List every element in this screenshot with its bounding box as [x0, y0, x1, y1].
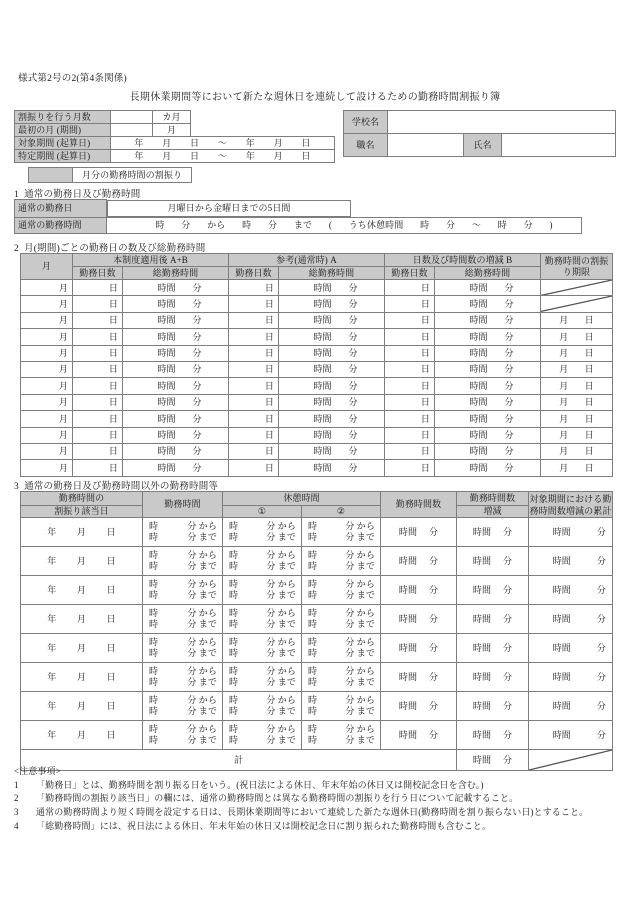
position-label: 職名 — [344, 134, 388, 157]
cell-work-hours[interactable]: 時間 分 — [381, 605, 457, 634]
date-token-month: 月 — [162, 150, 172, 161]
date-token-year-end: 年 — [245, 137, 255, 148]
cell-break-1[interactable]: 時 分 から 時 分 まで — [223, 518, 302, 547]
table-row — [21, 378, 613, 394]
sub-total-hours-b: 総勤務時間 — [279, 267, 385, 280]
date-token-day-end: 日 — [301, 150, 311, 161]
date-token-month: 月 — [162, 137, 172, 148]
cell-break-2[interactable]: 時 分 から 時 分 まで — [302, 721, 381, 750]
table-row — [21, 663, 613, 692]
cell-workdays[interactable]: 日 — [73, 443, 123, 459]
cell-deadline-blank — [541, 296, 613, 312]
cell-total-hours[interactable]: 時間 分 — [123, 411, 229, 427]
cell-cumulative[interactable]: 時間 分 — [529, 721, 613, 750]
note-text: 「総勤務時間」には、祝日法による休日、年末年始の休日又は開校記念日に割り振られた勤務時間も含むこと。 — [36, 820, 492, 831]
cell-work-hours[interactable]: 時間 分 — [381, 692, 457, 721]
cell-worktime[interactable]: 時 分 から 時 分 まで — [143, 547, 223, 576]
table-row — [21, 576, 613, 605]
cell-worktime[interactable]: 時 分 から 時 分 まで — [143, 576, 223, 605]
cell-break-1[interactable]: 時 分 から 時 分 まで — [223, 634, 302, 663]
cell-total-hours[interactable]: 時間 分 — [279, 280, 385, 296]
table-row — [21, 296, 613, 312]
token-from: から — [207, 219, 226, 230]
cell-work-hours[interactable]: 時間 分 — [381, 547, 457, 576]
cell-workdays[interactable]: 日 — [229, 345, 279, 361]
normal-worktime-value[interactable] — [107, 217, 582, 233]
section2-title: 月(期間)ごとの勤務日の数及び総勤務時間 — [24, 244, 206, 254]
cell-workdays[interactable]: 日 — [73, 411, 123, 427]
cell-workdays[interactable]: 日 — [385, 460, 435, 476]
cell-deadline[interactable]: 月 日 — [541, 443, 613, 459]
date-token-month-end: 月 — [273, 137, 283, 148]
total-delta[interactable]: 時間 分 — [457, 750, 529, 771]
target-period-input[interactable] — [111, 137, 335, 150]
table-row — [21, 605, 613, 634]
section3-body — [21, 518, 613, 771]
month-allocation-label: 月分の勤務時間の割振り — [73, 168, 192, 183]
cell-total-hours[interactable]: 時間 分 — [279, 378, 385, 394]
cell-total-hours[interactable]: 時間 分 — [435, 345, 541, 361]
token-tilde: 〜 — [471, 219, 481, 230]
cell-total-hours[interactable]: 時間 分 — [435, 394, 541, 410]
cell-break-1[interactable]: 時 分 から 時 分 まで — [223, 663, 302, 692]
cell-total-hours[interactable]: 時間 分 — [435, 312, 541, 328]
date-token-day-end: 日 — [301, 137, 311, 148]
table-row — [15, 200, 582, 218]
cell-total-hours[interactable]: 時間 分 — [435, 296, 541, 312]
table-row — [21, 361, 613, 377]
cell-deadline[interactable]: 月 日 — [541, 460, 613, 476]
cell-total-hours[interactable]: 時間 分 — [123, 280, 229, 296]
col-allocation-date — [21, 492, 143, 506]
cell-break-2[interactable]: 時 分 から 時 分 まで — [302, 692, 381, 721]
cell-allocation-date[interactable]: 年 月 日 — [21, 634, 143, 663]
section2-heading — [14, 240, 205, 254]
token-break-label: うち休憩時間 — [348, 219, 404, 230]
cell-deadline[interactable]: 月 日 — [541, 361, 613, 377]
cell-delta[interactable]: 時間 分 — [457, 605, 529, 634]
cell-break-1[interactable]: 時 分 から 時 分 まで — [223, 547, 302, 576]
cell-break-2[interactable]: 時 分 から 時 分 まで — [302, 605, 381, 634]
token-break-hour2: 時 — [497, 219, 507, 230]
cell-worktime[interactable]: 時 分 から 時 分 まで — [143, 692, 223, 721]
table-row — [21, 427, 613, 443]
cell-workdays[interactable]: 日 — [73, 280, 123, 296]
note-item — [14, 820, 620, 834]
token-paren-close: ) — [549, 219, 553, 230]
cell-total-hours[interactable]: 時間 分 — [123, 296, 229, 312]
header-right-table — [343, 110, 616, 157]
section1-heading — [14, 186, 141, 200]
total-label: 計 — [21, 750, 457, 771]
token-paren-open: ( — [328, 219, 332, 230]
cell-workdays[interactable]: 日 — [73, 329, 123, 345]
cell-allocation-date[interactable]: 年 月 日 — [21, 547, 143, 576]
person-name-label: 氏名 — [464, 134, 502, 157]
cell-workdays[interactable]: 日 — [385, 361, 435, 377]
months-count-input[interactable] — [111, 111, 153, 124]
spacer — [191, 111, 335, 124]
cell-break-1[interactable]: 時 分 から 時 分 まで — [223, 721, 302, 750]
section3-table — [20, 491, 613, 771]
school-name-label: 学校名 — [344, 111, 388, 134]
document-title: 長期休業期間等において新たな週休日を連続して設けるための勤務時間割振り簿 — [129, 92, 501, 103]
specific-period-label: 特定期間 (起算日) — [15, 150, 111, 163]
cell-total-hours[interactable]: 時間 分 — [435, 411, 541, 427]
cell-workdays[interactable]: 日 — [385, 378, 435, 394]
cell-worktime[interactable]: 時 分 から 時 分 まで — [143, 605, 223, 634]
table-row — [15, 150, 335, 163]
token-break-minute2: 分 — [523, 219, 533, 230]
note-text: 通常の勤務時間より短く時間を設定する日は、長期休業期間等において連続した新たな週休日(勤務時間を割り振らない日)とすること。 — [36, 807, 589, 818]
cell-total-hours[interactable]: 時間 分 — [123, 345, 229, 361]
table-header-row — [21, 254, 613, 267]
col-allocation-date-line1: 勤務時間の — [58, 493, 105, 504]
date-token-year: 年 — [134, 137, 144, 148]
month-allocation-input[interactable] — [29, 168, 73, 183]
normal-worktime-label: 通常の勤務時間 — [15, 217, 107, 233]
date-token-month-end: 月 — [273, 150, 283, 161]
cell-allocation-date[interactable]: 年 月 日 — [21, 605, 143, 634]
section2-table — [20, 253, 613, 477]
cell-month[interactable]: 月 — [21, 460, 73, 476]
cell-total-hours[interactable]: 時間 分 — [435, 378, 541, 394]
note-number: 3 — [14, 807, 19, 818]
cell-worktime[interactable]: 時 分 から 時 分 まで — [143, 663, 223, 692]
notes-heading: <注意事項> — [14, 766, 61, 776]
table-row — [21, 394, 613, 410]
cell-workdays[interactable]: 日 — [229, 443, 279, 459]
table-row — [15, 111, 335, 124]
cell-total-hours[interactable]: 時間 分 — [123, 361, 229, 377]
cell-month[interactable]: 月 — [21, 394, 73, 410]
cell-month[interactable]: 月 — [21, 312, 73, 328]
cell-total-hours[interactable]: 時間 分 — [435, 460, 541, 476]
cell-deadline[interactable]: 月 日 — [541, 378, 613, 394]
cell-workdays[interactable]: 日 — [73, 394, 123, 410]
notes-list — [14, 779, 620, 834]
cell-total-hours[interactable]: 時間 分 — [123, 427, 229, 443]
position-input[interactable] — [388, 134, 464, 157]
date-token-day: 日 — [190, 150, 200, 161]
col-break-2: ② — [302, 506, 381, 518]
note-text: 「勤務時間の割振り該当日」の欄には、通常の勤務時間とは異なる勤務時間の割振りを行う日について記載すること。 — [36, 793, 519, 804]
cell-workdays[interactable]: 日 — [73, 378, 123, 394]
cell-total-hours[interactable]: 時間 分 — [435, 329, 541, 345]
cell-workdays[interactable]: 日 — [385, 329, 435, 345]
cell-delta[interactable]: 時間 分 — [457, 692, 529, 721]
cell-delta[interactable]: 時間 分 — [457, 663, 529, 692]
cell-month[interactable]: 月 — [21, 411, 73, 427]
cell-total-hours[interactable]: 時間 分 — [279, 394, 385, 410]
table-row — [15, 124, 335, 137]
cell-total-hours[interactable]: 時間 分 — [279, 411, 385, 427]
cell-deadline[interactable]: 月 日 — [541, 345, 613, 361]
cell-workdays[interactable]: 日 — [385, 312, 435, 328]
col-delta-line2: 増減 — [457, 506, 529, 518]
specific-period-input[interactable] — [111, 150, 335, 163]
cell-cumulative[interactable]: 時間 分 — [529, 518, 613, 547]
cell-workdays[interactable]: 日 — [229, 427, 279, 443]
cell-workdays[interactable]: 日 — [385, 411, 435, 427]
cell-work-hours[interactable]: 時間 分 — [381, 663, 457, 692]
cell-allocation-date[interactable]: 年 月 日 — [21, 663, 143, 692]
cell-total-hours[interactable]: 時間 分 — [279, 427, 385, 443]
table-header-row — [21, 506, 613, 518]
cell-total-hours[interactable]: 時間 分 — [279, 345, 385, 361]
cell-cumulative[interactable]: 時間 分 — [529, 663, 613, 692]
section3-number: 3 — [14, 482, 19, 492]
cell-total-hours[interactable]: 時間 分 — [123, 460, 229, 476]
cell-workdays[interactable]: 日 — [385, 443, 435, 459]
cell-break-1[interactable]: 時 分 から 時 分 まで — [223, 576, 302, 605]
cell-break-2[interactable]: 時 分 から 時 分 まで — [302, 518, 381, 547]
date-token-year-end: 年 — [245, 150, 255, 161]
cell-workdays[interactable]: 日 — [229, 296, 279, 312]
cell-allocation-date[interactable]: 年 月 日 — [21, 518, 143, 547]
months-count-label: 割振りを行う月数 — [15, 111, 111, 124]
months-count-unit: カ月 — [153, 111, 191, 124]
col-cumulative-line1: 対象期間における勤 — [529, 492, 613, 506]
date-token-day: 日 — [190, 137, 200, 148]
token-break-minute: 分 — [445, 219, 456, 230]
sub-workdays-a: 勤務日数 — [73, 267, 123, 280]
section1-number: 1 — [14, 190, 19, 200]
form-code: 様式第2号の2(第4条関係) — [18, 74, 127, 84]
cell-deadline[interactable]: 月 日 — [541, 411, 613, 427]
cell-break-1[interactable]: 時 分 から 時 分 まで — [223, 605, 302, 634]
cell-workdays[interactable]: 日 — [229, 394, 279, 410]
cell-workdays[interactable]: 日 — [385, 280, 435, 296]
group-reference: 参考(通常時) A — [229, 254, 385, 267]
cell-work-hours[interactable]: 時間 分 — [381, 634, 457, 663]
token-minute2: 分 — [267, 219, 278, 230]
cell-work-hours[interactable]: 時間 分 — [381, 576, 457, 605]
cell-month[interactable]: 月 — [21, 378, 73, 394]
col-work-hours: 勤務時間数 — [381, 492, 457, 518]
section3-heading — [14, 478, 218, 492]
col-break-time: 休憩時間 — [223, 492, 381, 506]
sub-total-hours-a: 総勤務時間 — [123, 267, 229, 280]
note-number: 2 — [14, 793, 19, 804]
table-row — [21, 345, 613, 361]
person-name-input[interactable] — [502, 134, 616, 157]
cell-month[interactable]: 月 — [21, 280, 73, 296]
date-token-tilde: 〜 — [217, 137, 227, 148]
cell-cumulative[interactable]: 時間 分 — [529, 576, 613, 605]
cell-workdays[interactable]: 日 — [73, 296, 123, 312]
table-row — [21, 634, 613, 663]
cell-total-hours[interactable]: 時間 分 — [123, 312, 229, 328]
col-break-1: ① — [223, 506, 302, 518]
note-item — [14, 779, 620, 793]
table-row — [21, 329, 613, 345]
cell-month[interactable]: 月 — [21, 345, 73, 361]
first-month-input[interactable] — [111, 124, 153, 137]
section2-number: 2 — [14, 244, 19, 254]
table-row — [21, 547, 613, 576]
cell-workdays[interactable]: 日 — [229, 361, 279, 377]
normal-workday-value-wrap — [107, 200, 582, 218]
cell-total-hours[interactable]: 時間 分 — [123, 329, 229, 345]
group-after-system: 本制度適用後 A+B — [73, 254, 229, 267]
cell-allocation-date[interactable]: 年 月 日 — [21, 721, 143, 750]
cell-delta[interactable]: 時間 分 — [457, 547, 529, 576]
cell-total-hours[interactable]: 時間 分 — [123, 394, 229, 410]
normal-workday-value: 月曜日から金曜日までの5日間 — [108, 200, 351, 216]
cell-month[interactable]: 月 — [21, 443, 73, 459]
cell-cumulative[interactable]: 時間 分 — [529, 634, 613, 663]
cell-delta[interactable]: 時間 分 — [457, 576, 529, 605]
cell-workdays[interactable]: 日 — [229, 460, 279, 476]
cell-delta[interactable]: 時間 分 — [457, 518, 529, 547]
note-item — [14, 792, 620, 806]
header-left-table — [14, 110, 335, 163]
group-delta: 日数及び時間数の増減 B — [385, 254, 541, 267]
col-worktime: 勤務時間 — [143, 492, 223, 518]
cell-work-hours[interactable]: 時間 分 — [381, 721, 457, 750]
cell-allocation-date[interactable]: 年 月 日 — [21, 576, 143, 605]
cell-deadline[interactable]: 月 日 — [541, 312, 613, 328]
cell-month[interactable]: 月 — [21, 329, 73, 345]
section3-title: 通常の勤務日及び勤務時間以外の勤務時間等 — [24, 482, 219, 492]
cell-total-hours[interactable]: 時間 分 — [279, 361, 385, 377]
cell-workdays[interactable]: 日 — [73, 427, 123, 443]
col-cumulative-line2: 務時間数増減の累計 — [529, 506, 612, 517]
cell-workdays[interactable]: 日 — [229, 329, 279, 345]
cell-cumulative[interactable]: 時間 分 — [529, 547, 613, 576]
col-month: 月 — [21, 254, 73, 280]
cell-total-hours[interactable]: 時間 分 — [279, 312, 385, 328]
section1-table — [14, 199, 582, 234]
cell-total-hours[interactable]: 時間 分 — [435, 443, 541, 459]
col-allocation-deadline: 勤務時間の割振り期限 — [541, 254, 613, 280]
cell-delta[interactable]: 時間 分 — [457, 634, 529, 663]
table-row — [21, 312, 613, 328]
normal-workday-label: 通常の勤務日 — [15, 200, 107, 218]
sub-workdays-c: 勤務日数 — [385, 267, 435, 280]
table-row — [15, 217, 582, 233]
month-allocation-box — [28, 167, 192, 183]
token-break-hour: 時 — [420, 219, 430, 230]
cell-workdays[interactable]: 日 — [229, 280, 279, 296]
table-row — [21, 721, 613, 750]
note-number: 4 — [14, 820, 19, 831]
token-hour: 時 — [155, 219, 165, 230]
cell-allocation-date[interactable]: 年 月 日 — [21, 692, 143, 721]
cell-cumulative[interactable]: 時間 分 — [529, 605, 613, 634]
sub-workdays-b: 勤務日数 — [229, 267, 279, 280]
target-period-label: 対象期間 (起算日) — [15, 137, 111, 150]
cell-break-2[interactable]: 時 分 から 時 分 まで — [302, 576, 381, 605]
cell-workdays[interactable]: 日 — [229, 378, 279, 394]
cell-workdays[interactable]: 日 — [73, 345, 123, 361]
cell-total-hours[interactable]: 時間 分 — [435, 427, 541, 443]
table-row — [21, 443, 613, 459]
cell-break-2[interactable]: 時 分 から 時 分 まで — [302, 547, 381, 576]
cell-work-hours[interactable]: 時間 分 — [381, 518, 457, 547]
table-row — [21, 411, 613, 427]
note-text: 「勤務日」とは、勤務時間を割り振る日をいう。(祝日法による休日、年末年始の休日又は開校記念日を含む。) — [36, 779, 484, 790]
cell-workdays[interactable]: 日 — [73, 460, 123, 476]
cell-total-hours[interactable]: 時間 分 — [123, 378, 229, 394]
note-number: 1 — [14, 779, 19, 790]
cell-deadline-blank — [541, 280, 613, 296]
section2-body — [21, 280, 613, 477]
date-token-year: 年 — [134, 150, 144, 161]
first-month-label: 最初の月 (期間) — [15, 124, 111, 137]
cell-worktime[interactable]: 時 分 から 時 分 まで — [143, 721, 223, 750]
first-month-unit: 月 — [153, 124, 191, 137]
table-header-row — [21, 267, 613, 280]
cell-deadline[interactable]: 月 日 — [541, 394, 613, 410]
cell-total-hours[interactable]: 時間 分 — [279, 296, 385, 312]
cell-total-hours[interactable]: 時間 分 — [279, 329, 385, 345]
cell-deadline[interactable]: 月 日 — [541, 329, 613, 345]
section1-title: 通常の勤務日及び勤務時間 — [24, 190, 141, 200]
cell-break-2[interactable]: 時 分 から 時 分 まで — [302, 634, 381, 663]
cell-total-hours[interactable]: 時間 分 — [279, 443, 385, 459]
cell-total-hours[interactable]: 時間 分 — [279, 460, 385, 476]
cell-workdays[interactable]: 日 — [385, 345, 435, 361]
table-row — [344, 111, 616, 134]
spacer — [191, 124, 335, 137]
cell-total-hours[interactable]: 時間 分 — [435, 361, 541, 377]
date-token-tilde: 〜 — [217, 150, 227, 161]
table-row — [21, 460, 613, 476]
cell-workdays[interactable]: 日 — [385, 427, 435, 443]
cell-workdays[interactable]: 日 — [73, 312, 123, 328]
table-row — [344, 134, 616, 157]
table-row — [21, 280, 613, 296]
cell-deadline[interactable]: 月 日 — [541, 427, 613, 443]
token-until: まで — [293, 219, 313, 230]
cell-workdays[interactable]: 日 — [229, 312, 279, 328]
table-header-row — [21, 492, 613, 506]
cell-month[interactable]: 月 — [21, 427, 73, 443]
token-minute: 分 — [181, 219, 191, 230]
cell-month[interactable]: 月 — [21, 296, 73, 312]
note-item — [14, 806, 620, 820]
sub-total-hours-c: 総勤務時間 — [435, 267, 541, 280]
col-allocation-date-line2: 割振り該当日 — [21, 506, 143, 518]
table-row — [29, 168, 192, 183]
cell-workdays[interactable]: 日 — [73, 361, 123, 377]
cell-workdays[interactable]: 日 — [385, 394, 435, 410]
cell-total-hours[interactable]: 時間 分 — [123, 443, 229, 459]
table-row — [15, 137, 335, 150]
notes-section — [14, 765, 620, 833]
cell-worktime[interactable]: 時 分 から 時 分 まで — [143, 634, 223, 663]
col-delta-line1: 勤務時間数 — [457, 492, 529, 506]
cell-month[interactable]: 月 — [21, 361, 73, 377]
table-row — [21, 518, 613, 547]
cell-cumulative[interactable]: 時間 分 — [529, 692, 613, 721]
cell-worktime[interactable]: 時 分 から 時 分 まで — [143, 518, 223, 547]
cell-break-1[interactable]: 時 分 から 時 分 まで — [223, 692, 302, 721]
cell-total-hours[interactable]: 時間 分 — [435, 280, 541, 296]
table-row — [21, 692, 613, 721]
cell-break-2[interactable]: 時 分 から 時 分 まで — [302, 663, 381, 692]
school-name-input[interactable] — [388, 111, 616, 134]
cell-workdays[interactable]: 日 — [385, 296, 435, 312]
cell-workdays[interactable]: 日 — [229, 411, 279, 427]
cell-delta[interactable]: 時間 分 — [457, 721, 529, 750]
token-hour2: 時 — [242, 219, 252, 230]
